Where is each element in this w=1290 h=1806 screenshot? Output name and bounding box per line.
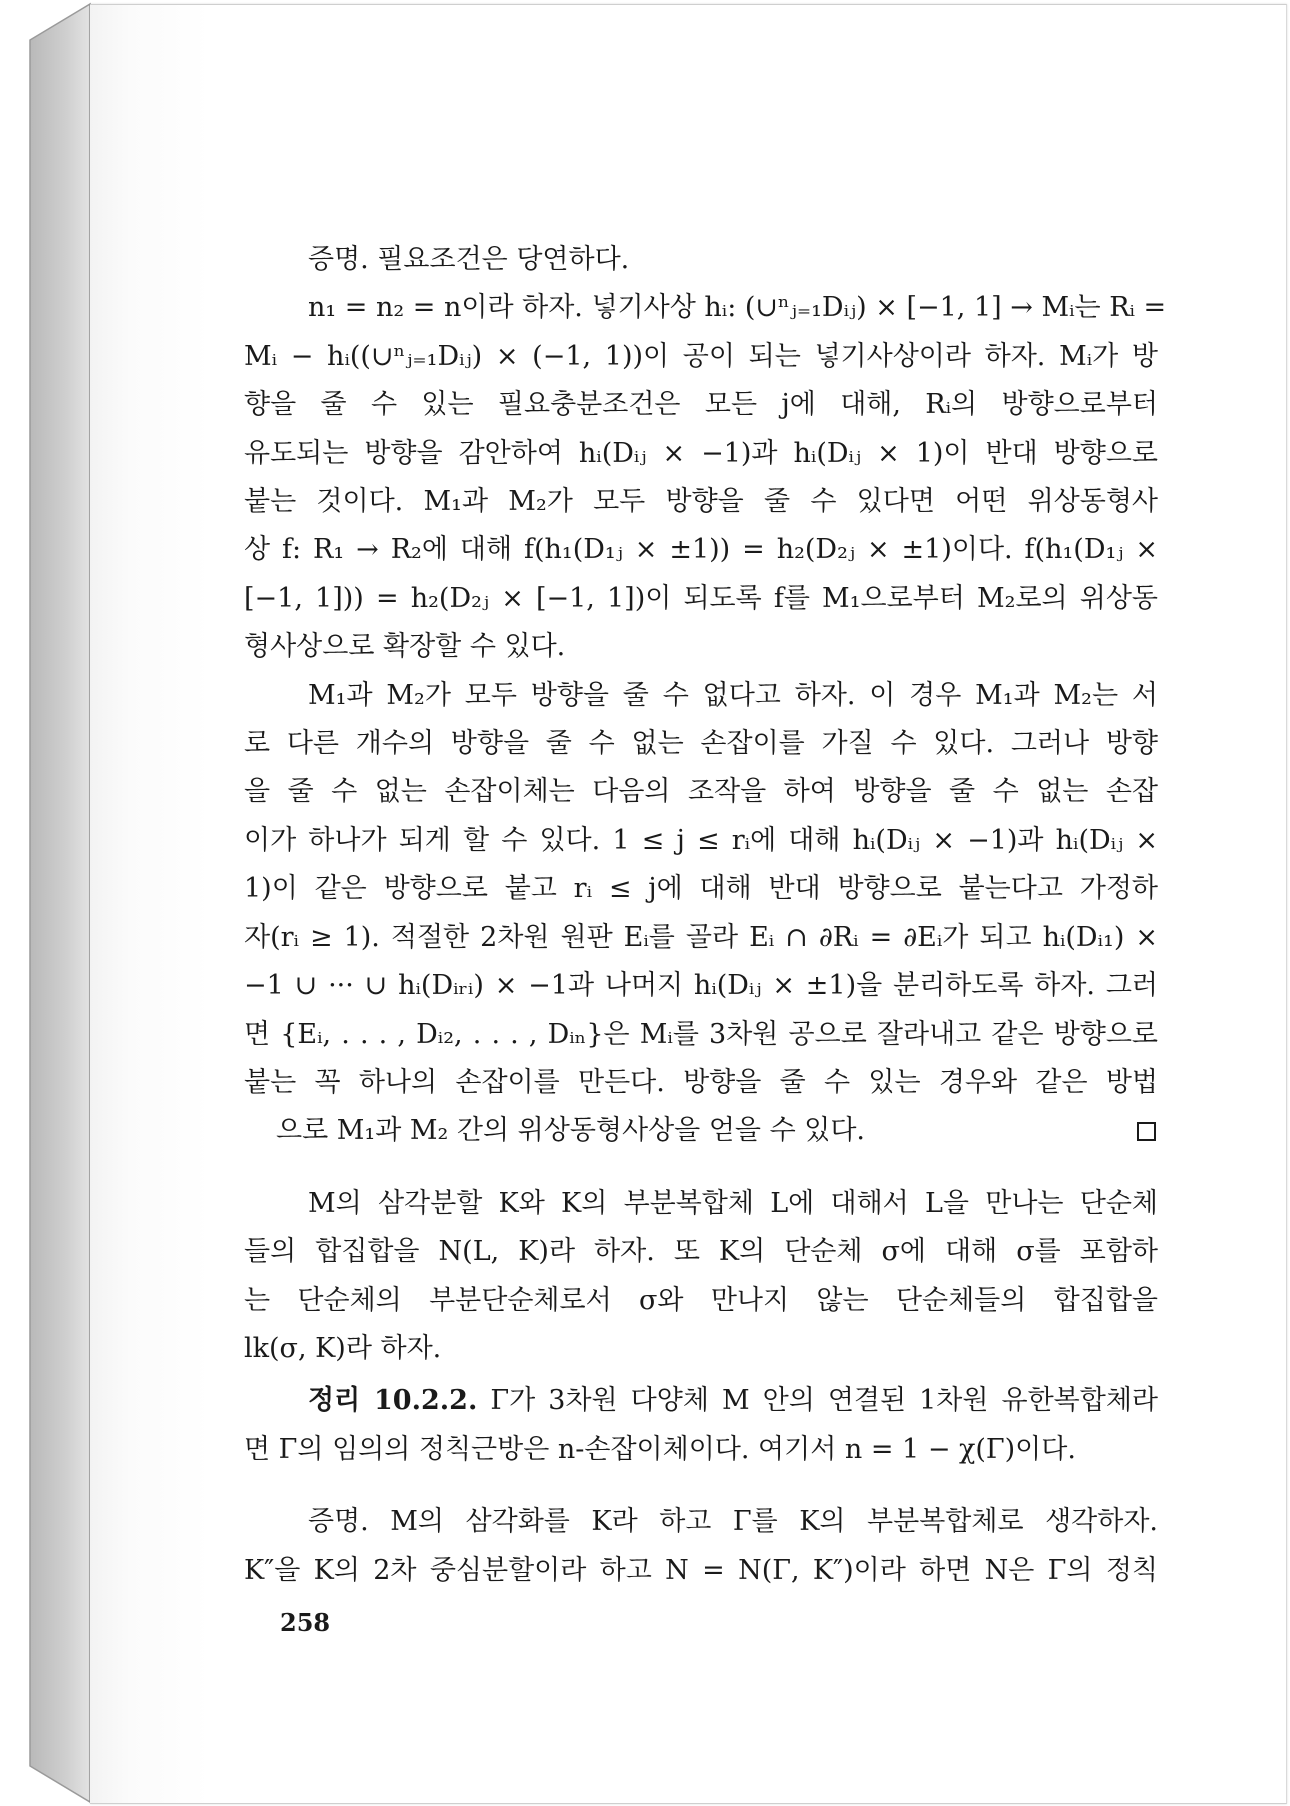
- text-line: 면 Γ의 임의의 정칙근방은 n-손잡이체이다. 여기서 n = 1 − χ(Γ)이다.: [244, 1433, 1076, 1465]
- text-line: 붙는 것이다. M₁과 M₂가 모두 방향을 줄 수 있다면 어떤 위상동형사: [244, 486, 1158, 518]
- text-line: 붙는 꼭 하나의 손잡이를 만든다. 방향을 줄 수 있는 경우와 같은 방법: [244, 1066, 1158, 1098]
- text-line: Mᵢ − hᵢ((∪ⁿⱼ₌₁Dᵢⱼ) × (−1, 1))이 공이 되는 넣기사상이라 하자. Mᵢ가 방: [244, 340, 1158, 372]
- text-line: 증명. 필요조건은 당연하다.: [308, 244, 630, 275]
- text-line: 는 단순체의 부분단순체로서 σ와 만나지 않는 단순체들의 합집합을: [244, 1284, 1158, 1316]
- text-line: 으로 M₁과 M₂ 간의 위상동형사상을 얻을 수 있다.: [276, 1115, 865, 1147]
- text-line: 형사상으로 확장할 수 있다.: [244, 631, 566, 663]
- proof-paragraph-1: [276, 236, 1158, 284]
- text-line: 을 줄 수 없는 손잡이체는 다음의 조작을 하여 방향을 줄 수 없는 손잡: [244, 776, 1158, 808]
- text-line: K″을 K의 2차 중심분할이라 하고 N = N(Γ, K″)이라 하면 N은 Γ의 정칙: [244, 1554, 1158, 1586]
- text-line: 면 {Eᵢ, . . . , Dᵢ₂, . . . , Dᵢₙ}은 Mᵢ를 3차원 공으로 잘라내고 같은 방향으로: [244, 1018, 1158, 1050]
- theorem-label: 정리 10.2.2.: [308, 1385, 478, 1417]
- text-line: 증명. M의 삼각화를 K라 하고 Γ를 K의 부분복합체로 생각하자.: [308, 1506, 1158, 1538]
- paragraph-handle-orientable: [244, 284, 1167, 671]
- text-line: 로 다른 개수의 방향을 줄 수 없는 손잡이를 가질 수 있다. 그러나 방향: [244, 728, 1158, 760]
- text-line: 유도되는 방향을 감안하여 hᵢ(Dᵢⱼ × −1)과 hᵢ(Dᵢⱼ × 1)이 반대 방향으로: [244, 437, 1158, 469]
- text-line: 1)이 같은 방향으로 붙고 rᵢ ≤ j에 대해 반대 방향으로 붙는다고 가정하: [244, 873, 1158, 905]
- text-line: Γ가 3차원 다양체 M 안의 연결된 1차원 유한복합체라: [490, 1385, 1158, 1417]
- text-line: 향을 줄 수 있는 필요충분조건은 모든 j에 대해, Rᵢ의 방향으로부터: [244, 389, 1158, 421]
- qed-square-icon: [1137, 1122, 1156, 1141]
- proof-paragraph-2: [244, 1498, 1158, 1595]
- text-line: 자(rᵢ ≥ 1). 적절한 2차원 원판 Eᵢ를 골라 Eᵢ ∩ ∂Rᵢ = ∂Eᵢ가 되고 hᵢ(Dᵢ₁) ×: [244, 921, 1158, 953]
- page-body: [244, 236, 1167, 1595]
- qed-line: [276, 1107, 1158, 1155]
- page-number: 258: [280, 1608, 331, 1637]
- paragraph-definitions: [244, 1180, 1158, 1374]
- text-line: [−1, 1])) = h₂(D₂ⱼ × [−1, 1])이 되도록 f를 M₁으로부터 M₂로의 위상동: [244, 582, 1158, 614]
- text-line: M₁과 M₂가 모두 방향을 줄 수 없다고 하자. 이 경우 M₁과 M₂는 서: [308, 679, 1158, 711]
- theorem-line: [276, 1377, 1158, 1425]
- text-line: 상 f: R₁ → R₂에 대해 f(h₁(D₁ⱼ × ±1)) = h₂(D₂ⱼ × ±1)이다. f(h₁(D₁ⱼ ×: [244, 534, 1158, 566]
- text-line: n₁ = n₂ = n이라 하자. 넣기사상 hᵢ: (∪ⁿⱼ₌₁Dᵢⱼ) × [−1, 1] → Mᵢ는 Rᵢ =: [308, 292, 1167, 324]
- text-line: 이가 하나가 되게 할 수 있다. 1 ≤ j ≤ rᵢ에 대해 hᵢ(Dᵢⱼ × −1)과 hᵢ(Dᵢⱼ ×: [244, 824, 1158, 856]
- text-line: 들의 합집합을 N(L, K)라 하자. 또 K의 단순체 σ에 대해 σ를 포함하: [244, 1236, 1158, 1268]
- text-line: −1 ∪ ··· ∪ hᵢ(Dᵢᵣᵢ) × −1과 나머지 hᵢ(Dᵢⱼ × ±1)을 분리하도록 하자. 그러: [244, 970, 1158, 1002]
- text-line: lk(σ, K)라 하자.: [244, 1332, 442, 1364]
- theorem-10-2-2: [244, 1377, 1158, 1474]
- paragraph-handle-nonorientable: [244, 672, 1158, 1156]
- book-spine: [0, 0, 100, 1806]
- text-line: M의 삼각분할 K와 K의 부분복합체 L에 대해서 L을 만나는 단순체: [308, 1187, 1158, 1219]
